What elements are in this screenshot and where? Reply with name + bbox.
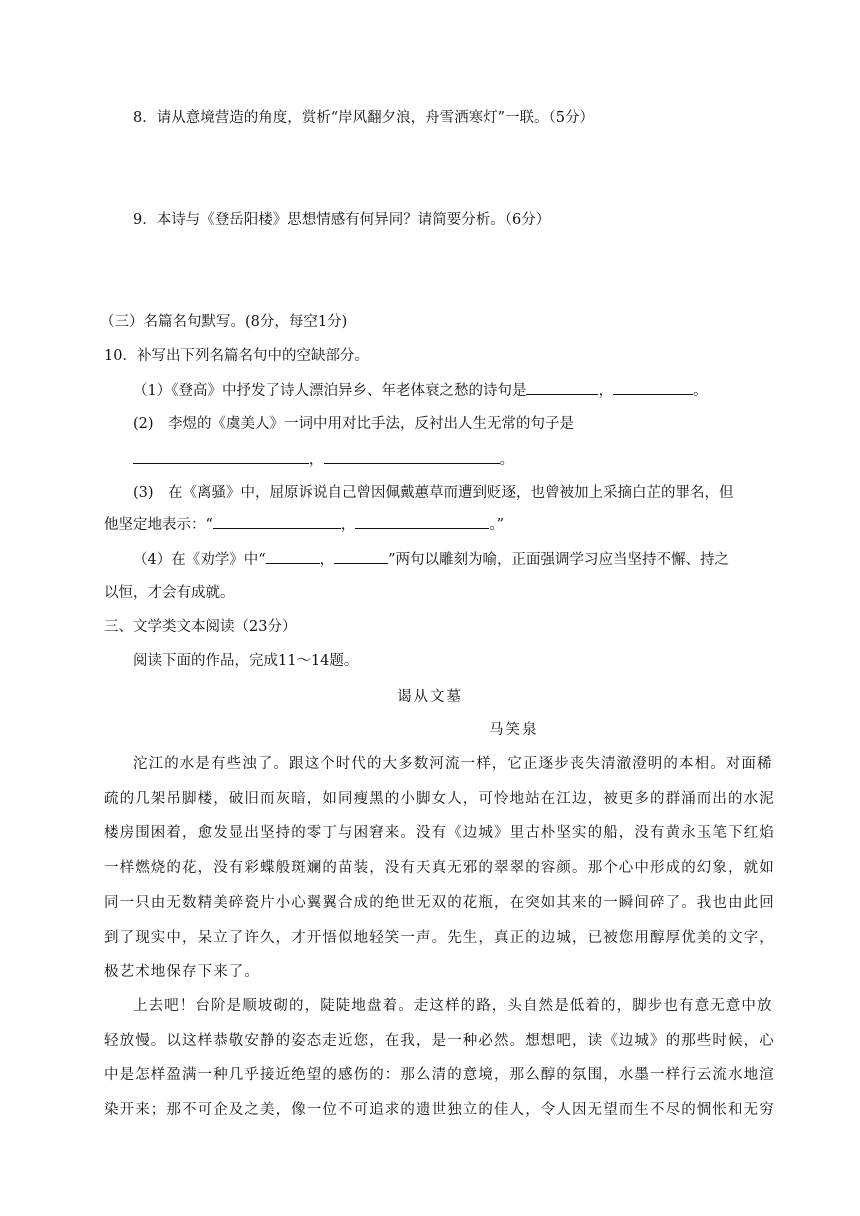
article-author: 马笑泉 — [489, 722, 539, 738]
paragraph-line: 一样燃烧的花，没有彩蝶般斑斓的苗装，没有天真无邪的翠翠的容颜。那个心中形成的幻象，就如 — [104, 860, 775, 877]
paragraph-line: 上去吧！台阶是顺坡砌的，陡陡地盘着。走这样的路，头自然是低着的，脚步也有意无意中放 — [133, 998, 773, 1014]
question-9: 9．本诗与《登岳阳楼》思想情感有何异同？请简要分析。（6分） — [133, 212, 551, 228]
section-3-heading: （三）名篇名句默写。(8分，每空1分) — [100, 314, 348, 330]
question-8: 8．请从意境营造的角度，赏析“岸风翻夕浪，舟雪洒寒灯”一联。（5分） — [133, 110, 595, 126]
fill-item-2 — [133, 414, 574, 434]
fill-item-1: （1）《登高》中抒发了诗人漂泊异乡、年老体衰之愁的诗句是 ， 。 — [133, 380, 707, 401]
fill-item-3 — [133, 483, 734, 503]
fill-1-blank-b[interactable] — [613, 380, 693, 395]
fill-2-blank-b[interactable] — [324, 449, 500, 464]
fill-3-blank-a[interactable] — [213, 514, 341, 529]
reading-instruction: 阅读下面的作品，完成11～14题。 — [133, 653, 359, 669]
fill-2-text: (2) 李煜的《虞美人》一词中用对比手法，反衬出人生无常的句子是 — [133, 416, 575, 432]
fill-1-blank-a[interactable] — [526, 380, 598, 395]
article-title: 谒从文墓 — [397, 689, 463, 705]
part-3-heading: 三、文学类文本阅读（23分） — [104, 619, 297, 635]
fill-4-blank-a[interactable] — [266, 549, 320, 564]
paragraph-line: 轻放慢。以这样恭敬安静的姿态走近您，在我，是一种必然。想想吧，读《边城》的那些时候，心 — [104, 1032, 775, 1049]
fill-4-blank-b[interactable] — [334, 549, 388, 564]
fill-item-4: （4）在《劝学》中“ ， ”两句以雕刻为喻，正面强调学习应当坚持不懈、持之 — [133, 549, 729, 570]
paragraph-line: 到了现实中，呆立了许久，才开悟似地轻笑一声。先生，真正的边城，已被您用醇厚优美的文字， — [104, 929, 775, 946]
fill-1-text: （1）《登高》中抒发了诗人漂泊异乡、年老体衰之愁的诗句是 — [133, 383, 527, 399]
paragraph-line: 楼房围困着，愈发显出坚持的零丁与困窘来。没有《边城》里古朴坚实的船，没有黄永玉笔下红焰 — [104, 825, 775, 842]
paragraph-line: 染开来；那不可企及之美，像一位不可追求的遗世独立的佳人，令人因无望而生不尽的惆怅和无穷 — [104, 1102, 775, 1119]
paragraph-line: 同一只由无数精美碎瓷片小心翼翼合成的绝世无双的花瓶，在突如其来的一瞬间碎了。我也由此回 — [104, 894, 775, 911]
paragraph-line: 沱江的水是有些浊了。跟这个时代的大多数河流一样，它正逐步丧失清澈澄明的本相。对面稀 — [133, 756, 773, 772]
paragraph-line: 疏的几架吊脚楼，破旧而灰暗，如同瘦黑的小脚女人，可怜地站在江边，被更多的群涌而出的水泥 — [104, 790, 775, 807]
question-10: 10．补写出下列名篇名句中的空缺部分。 — [104, 348, 369, 364]
fill-3-blank-b[interactable] — [355, 514, 489, 529]
fill-item-4-cont: 以恒，才会有成就。 — [104, 585, 235, 601]
fill-item-2-blanks: ， 。 — [133, 449, 514, 470]
paragraph-line: 极艺术地保存下来了。 — [104, 964, 260, 981]
fill-item-3-blanks: 他坚定地表示：“ ， 。” — [104, 514, 504, 535]
paragraph-line: 中是怎样盈满一种几乎接近绝望的感伤的：那么清的意境，那么醇的氛围，水墨一样行云流水地渲 — [104, 1067, 775, 1084]
fill-2-blank-a[interactable] — [133, 449, 309, 464]
fill-3-text: (3) 在《离骚》中，屈原诉说自己曾因佩戴蕙草而遭到贬逐，也曾被加上采摘白芷的罪名，但 — [133, 485, 734, 501]
